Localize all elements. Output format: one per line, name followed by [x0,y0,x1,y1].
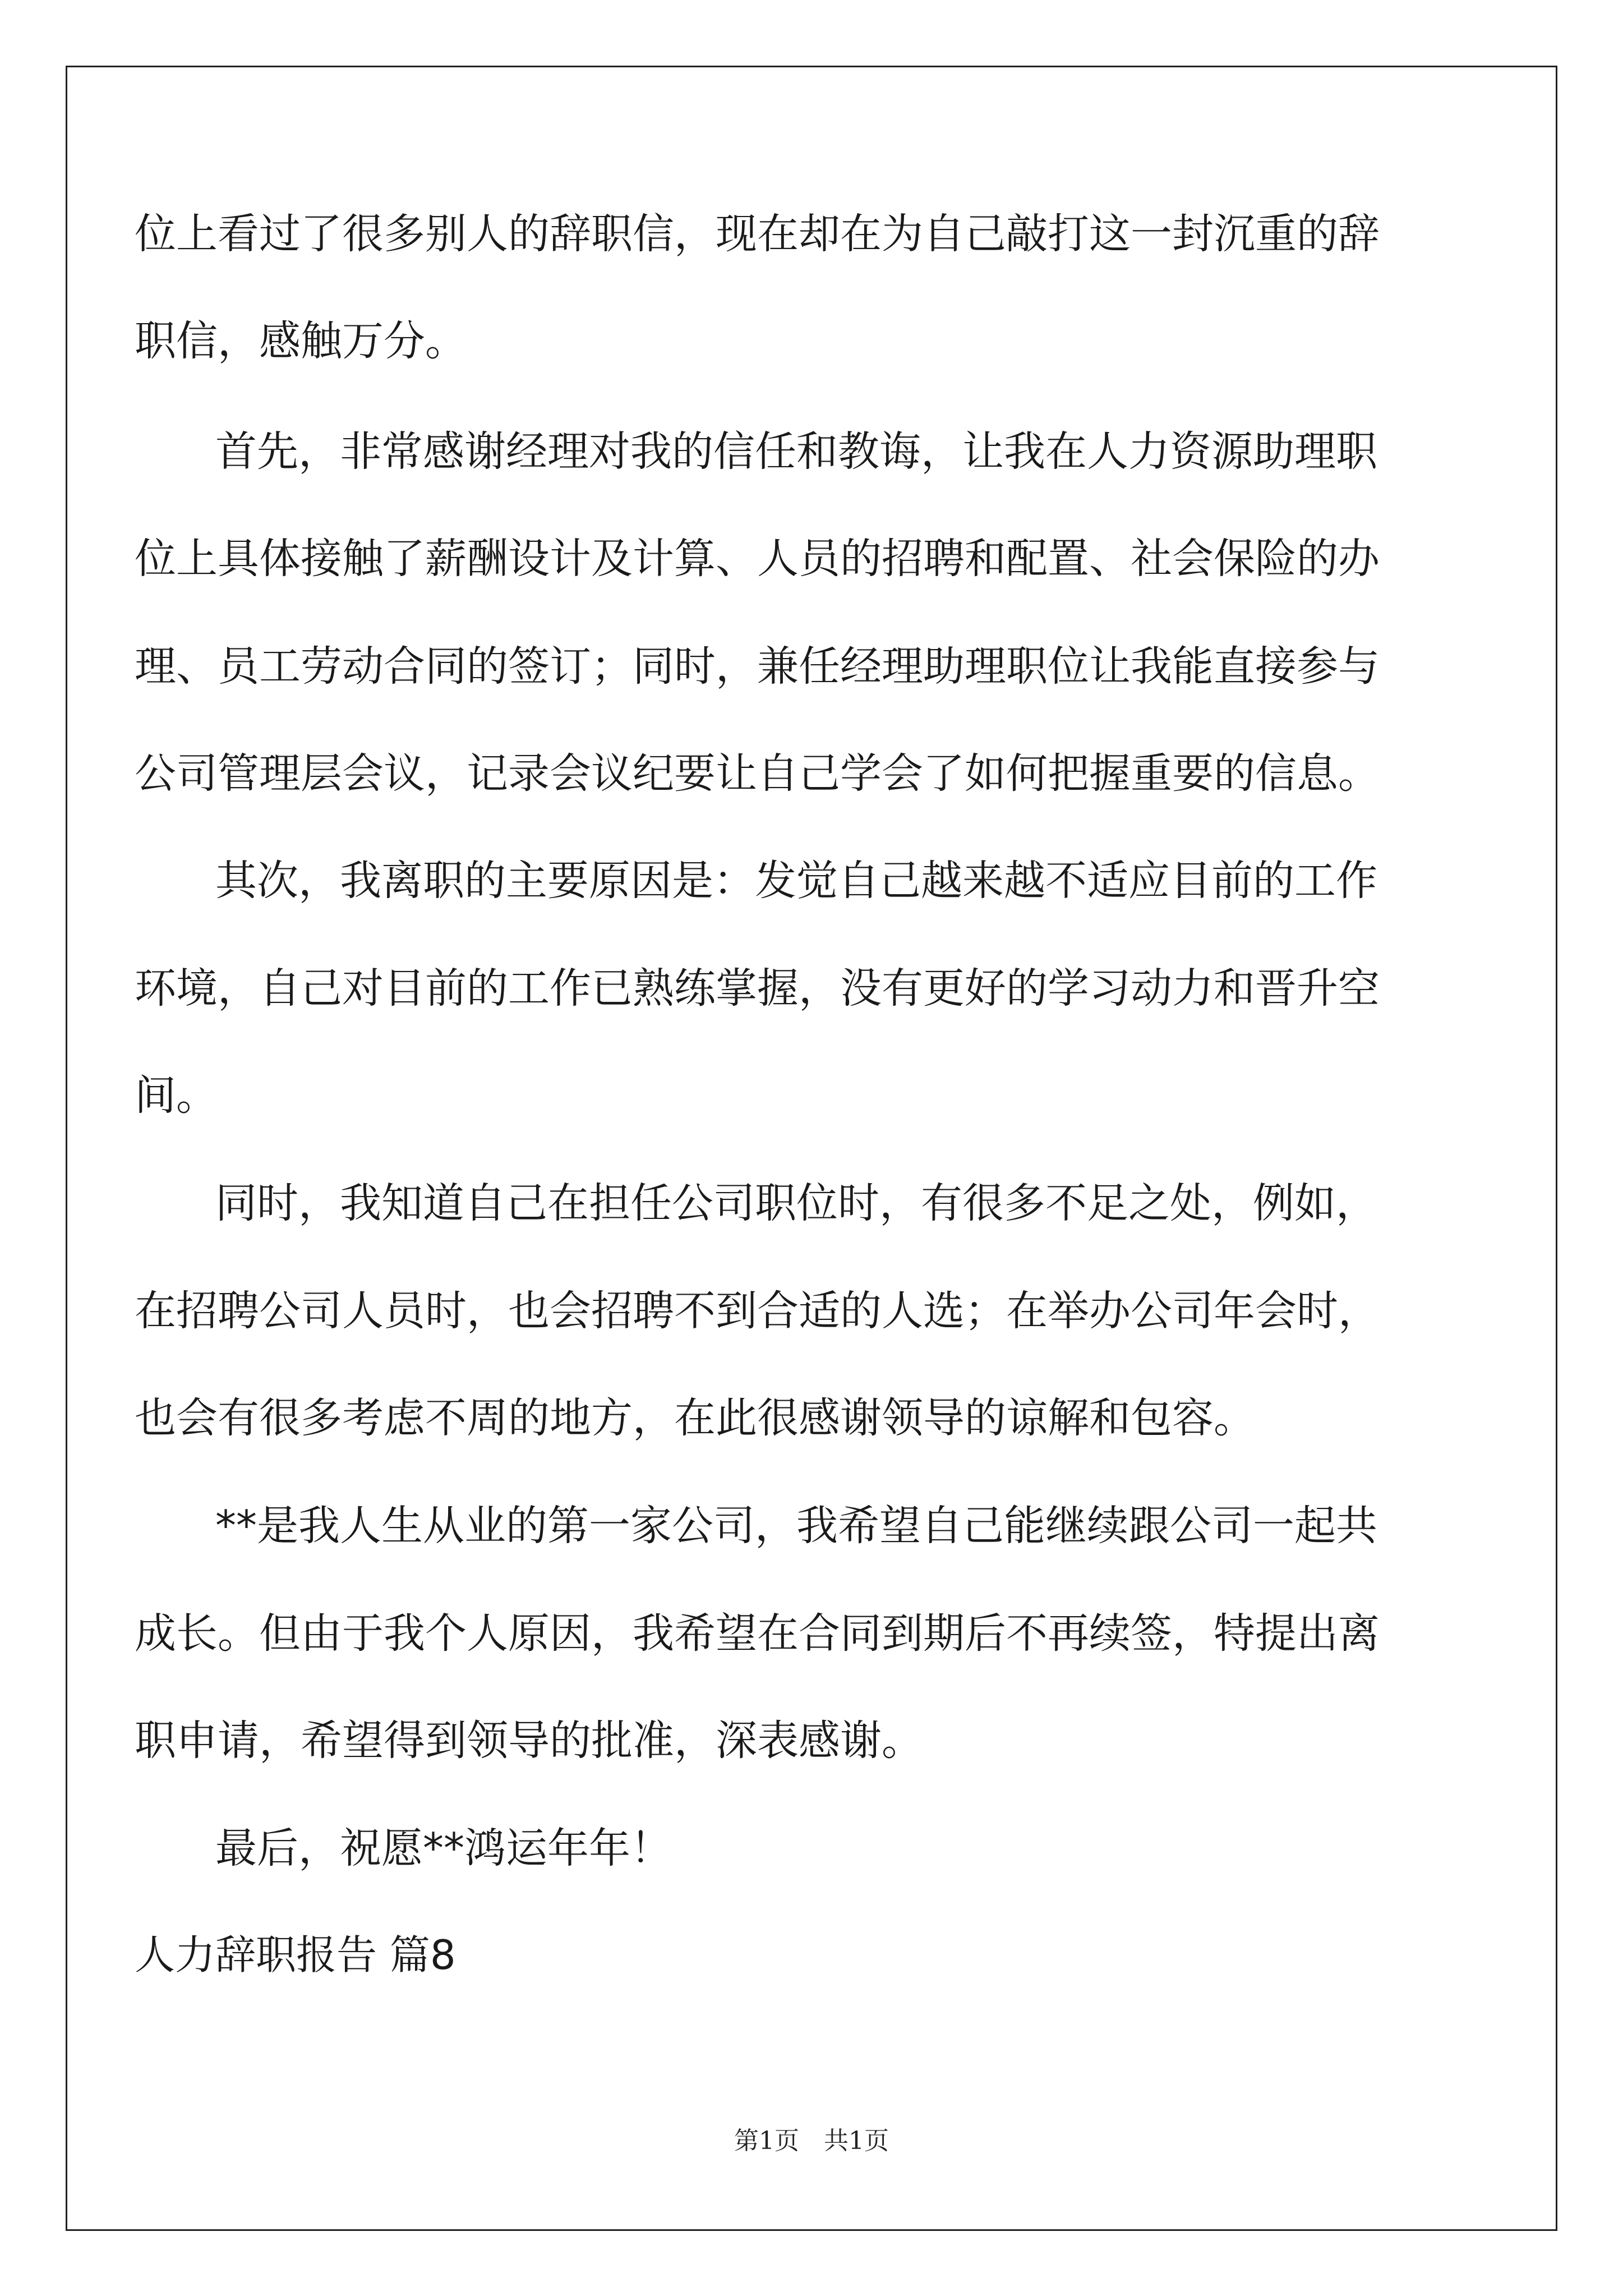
paragraph-line: 首先，非常感谢经理对我的信任和教诲，让我在人力资源助理职 [215,427,1377,476]
paragraph-line: 在招聘公司人员时，也会招聘不到合适的人选；在举办公司年会时， [135,1287,1380,1335]
page-number-footer: 第1页 共1页 [734,2127,889,2155]
paragraph-line: 公司管理层会议，记录会议纪要让自己学会了如何把握重要的信息。 [135,749,1380,798]
paragraph-line: 成长。但由于我个人原因，我希望在合同到期后不再续签，特提出离 [135,1609,1380,1658]
paragraph-line: 其次，我离职的主要原因是：发觉自己越来越不适应目前的工作 [215,857,1377,905]
paragraph-line: 职申请，希望得到领导的批准，深表感谢。 [135,1717,923,1765]
paragraph-line: 间。 [135,1071,218,1120]
section-heading: 人力辞职报告 篇8 [135,1931,456,1978]
paragraph-line: 环境，自己对目前的工作已熟练掌握，没有更好的学习动力和晋升空 [135,964,1380,1013]
paragraph-line: 最后，祝愿**鸿运年年！ [215,1824,672,1872]
paragraph-line: 位上看过了很多别人的辞职信，现在却在为自己敲打这一封沉重的辞 [135,210,1380,258]
paragraph-line: 同时，我知道自己在担任公司职位时，有很多不足之处，例如， [215,1179,1377,1227]
page-frame [66,66,1557,2231]
paragraph-line: 位上具体接触了薪酬设计及计算、人员的招聘和配置、社会保险的办 [135,535,1380,583]
paragraph-line: 也会有很多考虑不周的地方，在此很感谢领导的谅解和包容。 [135,1394,1255,1442]
paragraph-line: 理、员工劳动合同的签订；同时，兼任经理助理职位让我能直接参与 [135,642,1380,691]
paragraph-line: 职信，感触万分。 [135,317,467,365]
paragraph-line: **是我人生从业的第一家公司，我希望自己能继续跟公司一起共 [215,1502,1377,1550]
